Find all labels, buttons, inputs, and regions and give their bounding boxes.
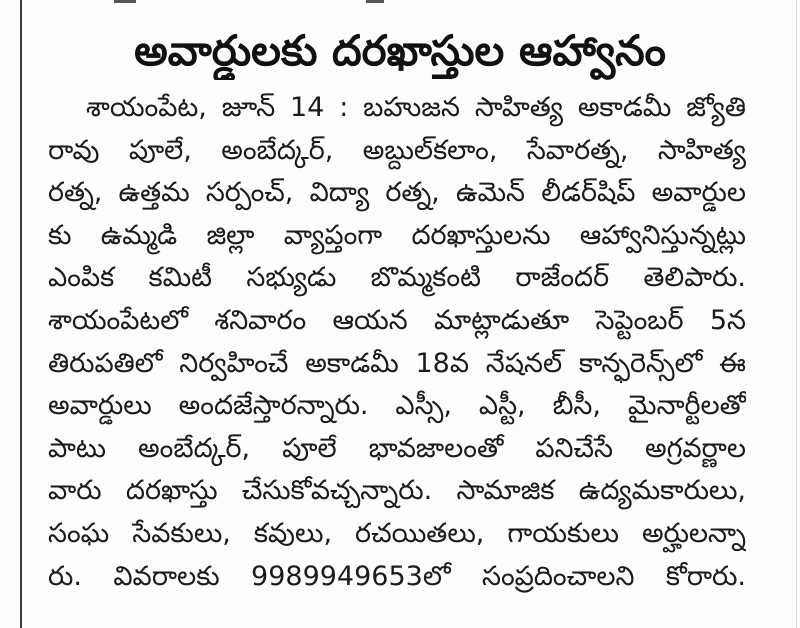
body-line: తిరుపతిలో నిర్వహించే అకాడమీ 18వ నేషనల్ కాన్ఫరెన్స్‌లో ఈ [48,347,746,379]
body-line: సంఘ సేవకులు, కవులు, రచయితలు, గాయకులు అర్హులన్నా [48,517,746,549]
column-rule [20,0,22,628]
body-line: అవార్డులు అందజేస్తారన్నారు. ఎస్సీ, ఎస్టీ, బీసీ, మైనార్టీలతో [48,390,746,422]
clipping-edge [796,0,797,628]
body-line: రావు పూలే, అంబేద్కర్, అబ్దుల్‌కలాం, సేవారత్న, సాహిత్య [48,134,746,166]
body-line: రు. వివరాలకు 9989949653లో సంప్రదించాలని కోరారు. [48,560,746,592]
body-line: ఎంపిక కమిటీ సభ్యుడు బొమ్మకంటి రాజేందర్ తెలిపారు. [48,262,746,294]
article-headline: అవార్డులకు దరఖాస్తుల ఆహ్వానం [134,26,666,75]
body-line: పాటు అంబేద్కర్, పూలే భావజాలంతో పనిచేసే అగ్రవర్ణాల [48,432,746,464]
article-body [48,87,746,598]
body-line: శాయంపేట, జూన్ 14 : బహుజన సాహిత్య అకాడమీ జ్యోతి [86,92,746,123]
cut-off-text-fragment [114,0,136,3]
body-line: శాయంపేటలో శనివారం ఆయన మాట్లాడుతూ సెప్టెంబర్ 5న [48,304,746,336]
body-line: కు ఉమ్మడి జిల్లా వ్యాప్తంగా దరఖాస్తులను ఆహ్వానిస్తున్నట్లు [48,219,746,251]
body-line: వారు దరఖాస్తు చేసుకోవచ్చన్నారు. సామాజిక ఉద్యమకారులు, [48,475,746,507]
body-line: రత్న, ఉత్తమ సర్పంచ్, విద్యా రత్న, ఉమెన్ లీడర్‌షిప్ అవార్డుల [48,177,746,209]
cut-off-text-fragment [366,0,384,3]
